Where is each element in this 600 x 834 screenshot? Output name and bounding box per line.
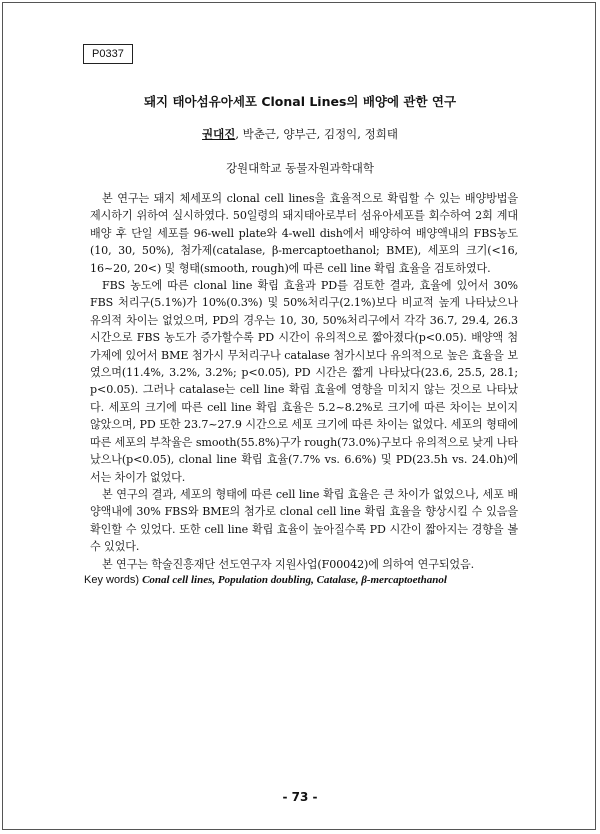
keywords-label: Key words): [84, 574, 140, 586]
abstract-paragraph-3: 본 연구의 결과, 세포의 형태에 따른 cell line 확립 효율은 큰 차이가 없었으나, 세포 배양액내에 30% FBS와 BME의 첨가로 clonal cell line 확립 효율을 향상시킬 수 있음을 확인할 수 있었다. 또한 cell line 확립 효율이 높아질수록 PD 시간이 짧아지는 경향을 볼 수 있었다.: [90, 487, 518, 554]
keywords-line: [84, 574, 447, 586]
page-number: - 73 -: [282, 790, 318, 804]
abstract-paragraph-2: FBS 농도에 따른 clonal line 확립 효율과 PD를 검토한 결과, 효율에 있어서 30% FBS 처리구(5.1%)가 10%(0.3%) 및 50%처리구(2.1%)보다 비교적 높게 나타났으나 유의적 차이는 없었으며, PD의 경우는 10, 30, 50%처리구에서 각각 36.7, 29.4, 26.3 시간으로 FBS 농도가 증가할수록 PD 시간이 유의적으로 짧아졌다(p<0.05). 배양액 첨가제에 있어서 BME 첨가시 무처리구나 catalase 첨가시보다 유의적으로 높은 효율을 보였으며(11.4%, 3.2%, 3.2%; p<0.05), PD 시간은 짧게 나타났다(23.6, 25.5, 28.1; p<0.05). 그러나 catalase는 cell line 확립 효율에 영향을 미치지 않는 것으로 나타났다. 세포의 크기에 따른 cell line 확립 효율은 5.2~8.2%로 크기에 따른 차이는 보이지 않았으며, PD 또한 23.7~27.9 시간으로 세포 크기에 따른 차이는 없었다. 세포의 형태에 따른 세포의 부착율은 smooth(55.8%)구가 rough(73.0%)구보다 유의적으로 낮게 나타났으나(p<0.05), clonal line 확립 효율(7.7% vs. 6.6%) 및 PD(23.5h vs. 24.0h)에서는 차이가 없었다.: [90, 279, 519, 484]
paper-title: 돼지 태아섬유아세포 Clonal Lines의 배양에 관한 연구: [143, 94, 457, 109]
acknowledgement: 본 연구는 학술진흥재단 선도연구자 지원사업(F00042)에 의하여 연구되었음.: [102, 557, 475, 571]
affiliation: 강원대학교 동물자원과학대학: [225, 161, 375, 175]
co-authors: , 박춘근, 양부근, 김정익, 정희태: [235, 127, 398, 141]
abstract-code-box: P0337: [83, 44, 133, 64]
abstract-body: [90, 190, 518, 573]
lead-author: 권대진: [202, 127, 236, 141]
keywords-value: Conal cell lines, Population doubling, Catalase, β-mercaptoethanol: [142, 574, 447, 586]
abstract-paragraph-1: 본 연구는 돼지 체세포의 clonal cell lines을 효율적으로 확립할 수 있는 배양방법을 제시하기 위하여 실시하였다. 50일령의 돼지태아로부터 섬유아세포를 회수하여 2회 계대배양 후 단일 세포를 96-well plate와 4-well dish에서 배양하여 배양액내의 FBS농도(10, 30, 50%), 첨가제(catalase, β-mercaptoethanol; BME), 세포의 크기(<16, 16~20, 20<) 및 형태(smooth, rough)에 따른 cell line 확립 효율을 검토하였다.: [90, 192, 518, 275]
author-line: [0, 126, 600, 142]
